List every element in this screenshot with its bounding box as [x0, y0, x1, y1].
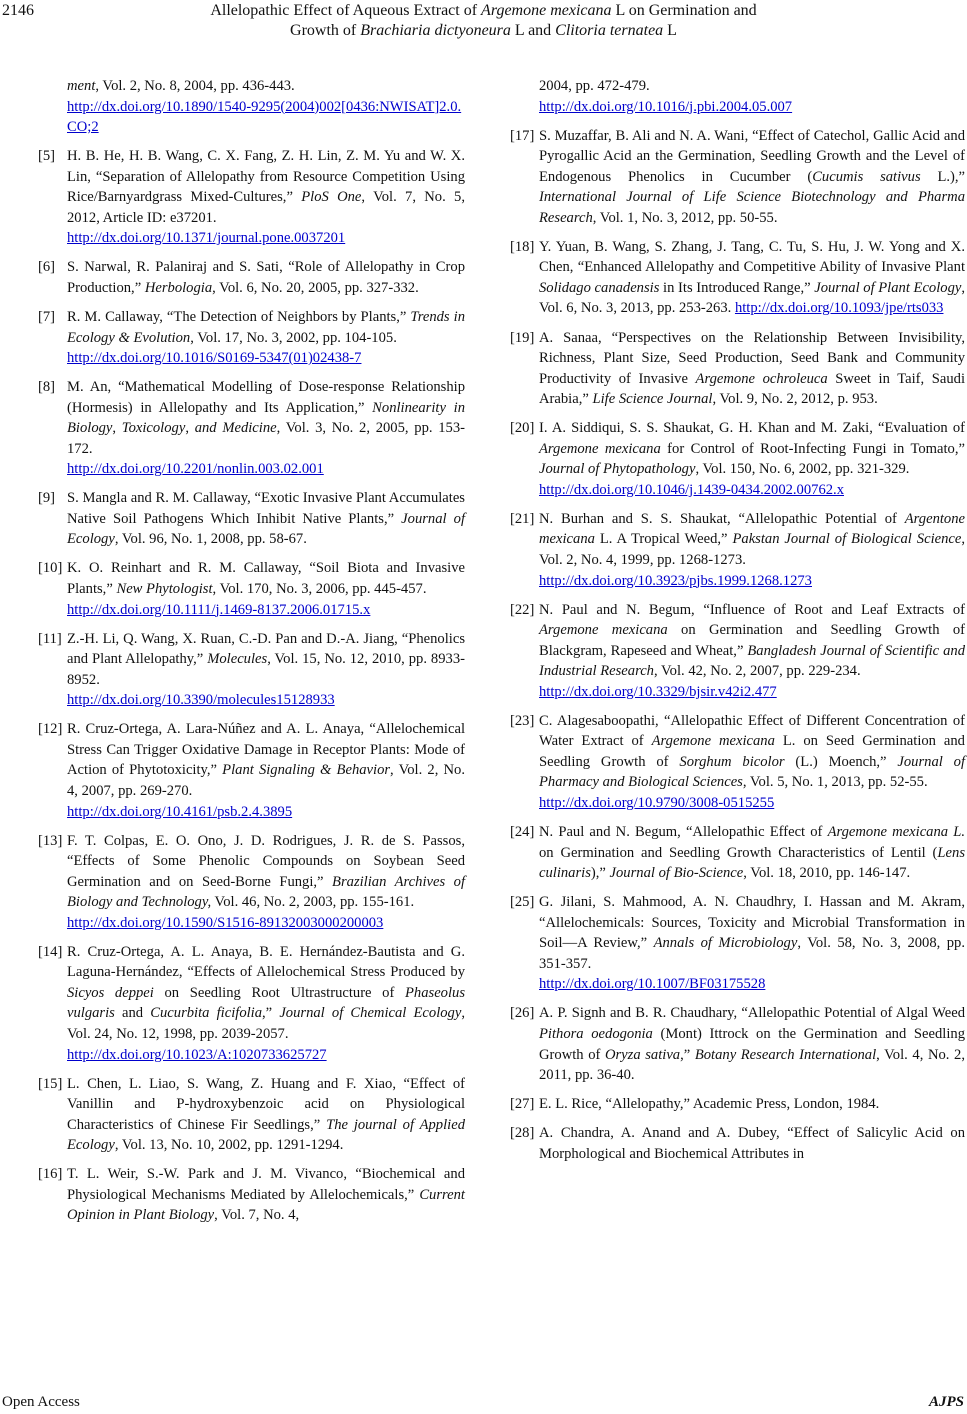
text-run: , Vol. 42, No. 2, 2007, pp. 229-234.: [653, 663, 861, 680]
running-header: [0, 1, 967, 41]
reference-continuation: [510, 76, 965, 117]
text-run: on Germination and Seedling Growth Characteristics of Lentil (: [539, 844, 938, 861]
italic-text: Journal of Bio-Science: [609, 865, 744, 882]
reference-item: [510, 1003, 965, 1085]
text-run: Y. Yuan, B. Wang, S. Zhang, J. Tang, C. Tu, S. Hu, J. W. Yong and X. Chen, “Enhanced Allelopathy and Competitive Ability of Invasive Plant: [539, 238, 965, 276]
footer-journal-abbrev: AJPS: [928, 1394, 964, 1410]
text-run: , Vol. 6, No. 20, 2005, pp. 327-332.: [212, 279, 419, 296]
reference-number: [28]: [510, 1125, 535, 1142]
italic-text: Clitoria ternatea: [555, 22, 664, 39]
italic-text: Cucumis sativus: [812, 168, 921, 185]
reference-item: [38, 377, 465, 480]
doi-link[interactable]: http://dx.doi.org/10.4161/psb.2.4.3895: [67, 803, 293, 820]
text-run: L.),”: [920, 168, 965, 185]
text-run: L and: [510, 22, 556, 39]
italic-text: PloS One: [301, 189, 362, 206]
running-title-line-1: [0, 1, 967, 21]
text-run: 2004, pp. 472-479.: [539, 78, 650, 94]
text-run: N. Paul and N. Begum, “Influence of Root and Leaf Extracts of: [539, 601, 965, 618]
reference-item: [38, 629, 465, 711]
italic-text: Solidago canadensis: [539, 279, 660, 296]
text-run: , Vol. 2, No. 4, 2007, pp. 269-270.: [67, 762, 465, 799]
reference-item: [510, 328, 965, 410]
reference-item: [510, 126, 965, 229]
text-run: T. L. Weir, S.-W. Park and J. M. Vivanco, “Biochemical and Physiological Mechanisms Mediated by Allelochemicals,”: [67, 1166, 465, 1203]
reference-item: [38, 942, 465, 1065]
text-run: in Its Introduced Range,”: [659, 279, 815, 296]
text-run: ,”: [680, 1046, 695, 1063]
running-title-line-2: [0, 21, 967, 41]
text-run: C. Alagesaboopathi, “Allelopathic Effect of Different Concentration of Water Extract of: [539, 712, 965, 750]
italic-text: International Journal of Life Science Biotechnology and Pharma Research: [539, 189, 965, 226]
italic-text: Argemone mexicana L.: [827, 824, 965, 841]
text-run: ,: [185, 420, 195, 437]
reference-number: [24]: [510, 824, 535, 841]
doi-link[interactable]: http://dx.doi.org/10.1046/j.1439-0434.2002.00762.x: [539, 481, 844, 498]
footer-open-access: Open Access: [2, 1394, 80, 1410]
doi-link[interactable]: http://dx.doi.org/10.1890/1540-9295(2004)002[0436:NWISAT]2.0.CO;2: [67, 98, 462, 136]
text-run: L on Germination and: [611, 2, 757, 19]
text-run: , Vol. 150, No. 6, 2002, pp. 321-329.: [695, 461, 910, 478]
text-run: Sweet in Taif, Saudi Arabia,”: [539, 370, 965, 408]
text-run: H. B. He, H. B. Wang, C. X. Fang, Z. H. Lin, Z. M. Yu and W. X. Lin, “Separation of Allelopathy from Resource Competition Using Rice/Barnyardgrass Mixed-Cultures,”: [67, 148, 465, 206]
reference-number: [20]: [510, 420, 535, 437]
italic-text: Lens culinaris: [539, 844, 965, 882]
italic-text: Botany Research International: [694, 1046, 877, 1063]
text-run: , Vol. 58, No. 3, 2008, pp. 351-357.: [539, 935, 965, 972]
italic-text: Toxicology: [121, 420, 186, 437]
reference-item: [510, 822, 965, 884]
italic-text: and Medicine: [194, 420, 277, 437]
text-run: , Vol. 3, No. 2, 2005, pp. 153-172.: [67, 420, 466, 457]
text-run: K. O. Reinhart and R. M. Callaway, “Soil Biota and Invasive Plants,”: [67, 560, 465, 598]
doi-link[interactable]: http://dx.doi.org/10.1016/S0169-5347(01)02438-7: [67, 350, 362, 367]
italic-text: Argemone mexicana: [651, 733, 775, 750]
italic-text: Argemone mexicana: [481, 2, 612, 19]
reference-number: [11]: [38, 630, 62, 647]
reference-item: [38, 558, 465, 620]
reference-number: [27]: [510, 1096, 535, 1113]
italic-text: Argemone ochroleuca: [695, 370, 828, 387]
italic-text: Cucurbita ficifolia: [150, 1005, 263, 1022]
text-run: , Vol. 7, No. 5, 2012, Article ID: e37201.: [67, 189, 465, 226]
italic-text: Nonlinearity in Biology: [67, 399, 465, 437]
reference-item: [510, 509, 965, 591]
italic-text: Argentone mexicana: [539, 510, 965, 548]
reference-item: [38, 307, 465, 369]
italic-text: Oryza sativa: [604, 1046, 681, 1063]
italic-text: Argemone mexicana: [539, 440, 661, 457]
page-number: 2146: [2, 2, 34, 19]
text-run: on Germination and Seedling Growth of Blackgram, Rapeseed and Wheat,”: [539, 622, 965, 659]
text-run: , Vol. 1, No. 3, 2012, pp. 50-55.: [592, 209, 778, 226]
reference-number: [6]: [38, 259, 56, 276]
text-run: Allelopathic Effect of Aqueous Extract of: [210, 2, 482, 19]
text-run: , Vol. 13, No. 10, 2002, pp. 1291-1294.: [114, 1137, 344, 1154]
italic-text: Brazilian Archives of Biology and Technology,: [67, 873, 465, 911]
reference-number: [15]: [38, 1075, 63, 1092]
italic-text: Life Science Journal: [592, 391, 713, 408]
text-run: on Seedling Root Ultrastructure of: [153, 984, 405, 1001]
reference-number: [21]: [510, 510, 535, 527]
reference-number: [13]: [38, 832, 63, 849]
italic-text: Journal of Phytopathology: [539, 461, 696, 478]
reference-number: [26]: [510, 1005, 535, 1022]
text-run: , Vol. 17, No. 3, 2002, pp. 104-105.: [190, 329, 397, 346]
italic-text: Pithora oedogonia: [539, 1025, 653, 1042]
text-run: L. A Tropical Weed,”: [594, 531, 733, 548]
doi-link[interactable]: http://dx.doi.org/10.1023/A:1020733625727: [67, 1046, 327, 1063]
doi-link[interactable]: http://dx.doi.org/10.3329/bjsir.v42i2.477: [539, 683, 777, 700]
doi-link[interactable]: http://dx.doi.org/10.3390/molecules15128933: [67, 692, 335, 709]
italic-text: Molecules: [207, 651, 268, 668]
reference-item: [38, 831, 465, 934]
reference-item: [38, 719, 465, 822]
reference-item: [38, 488, 465, 550]
reference-item: [510, 892, 965, 995]
reference-number: [14]: [38, 943, 63, 960]
doi-link[interactable]: http://dx.doi.org/10.1093/jpe/rts033: [734, 300, 944, 317]
italic-text: Pakstan Journal of Biological Science: [732, 531, 962, 548]
text-run: S. Narwal, R. Palaniraj and S. Sati, “Role of Allelopathy in Crop Production,”: [67, 259, 465, 296]
reference-number: [18]: [510, 238, 535, 255]
reference-number: [9]: [38, 490, 56, 507]
italic-text: Argemone mexicana: [539, 622, 668, 639]
text-run: Z.-H. Li, Q. Wang, X. Ruan, C.-D. Pan and D.-A. Jiang, “Phenolics and Plant Allelopathy,”: [67, 630, 465, 668]
italic-text: Sicyos deppei: [67, 984, 154, 1001]
text-run: S. Mangla and R. M. Callaway, “Exotic Invasive Plant Accumulates Native Soil Pathogens Which Inhibit Native Plants,”: [67, 490, 465, 527]
doi-link[interactable]: http://dx.doi.org/10.1016/j.pbi.2004.05.007: [539, 98, 793, 115]
reference-number: [7]: [38, 308, 56, 325]
text-run: G. Jilani, S. Mahmood, A. N. Chaudhry, I. Hassan and M. Akram, “Allelochemicals: Sources, Toxicity and Microbial Transformation in Soil—A Review,”: [539, 894, 965, 952]
doi-link[interactable]: http://dx.doi.org/10.1007/BF03175528: [539, 976, 766, 993]
reference-number: [22]: [510, 601, 535, 618]
text-run: , Vol. 18, 2010, pp. 146-147.: [743, 865, 911, 882]
text-run: M. An, “Mathematical Modelling of Dose-response Relationship (Hormesis) in Allelopathy and Its Application,”: [67, 379, 465, 416]
doi-link[interactable]: http://dx.doi.org/10.9790/3008-0515255: [539, 795, 775, 811]
italic-text: Herbologia: [144, 279, 213, 296]
text-run: R. M. Callaway, “The Detection of Neighbors by Plants,”: [67, 308, 411, 325]
text-run: R. Cruz-Ortega, A. Lara-Núñez and A. L. Anaya, “Allelochemical Stress Can Trigger Oxidative Damage in Receptor Plants: Mode of Action of Phytotoxicity,”: [67, 721, 465, 779]
italic-text: New Phytologist: [116, 581, 213, 598]
text-run: R. Cruz-Ortega, A. L. Anaya, B. E. Hernández-Bautista and G. Laguna-Hernández, “Effects of Allelochemical Stress Produced by: [67, 943, 465, 981]
doi-link[interactable]: http://dx.doi.org/10.1590/S1516-89132003000200003: [67, 914, 384, 931]
italic-text: Trends in Ecology & Evolution: [67, 308, 465, 346]
text-run: (L.) Moench,”: [784, 753, 898, 770]
text-run: , Vol. 24, No. 12, 1998, pp. 2039-2057.: [67, 1005, 465, 1042]
doi-link[interactable]: http://dx.doi.org/10.2201/nonlin.003.02.001: [67, 461, 324, 478]
text-run: for Control of Root-Infecting Fungi in Tomato,”: [660, 440, 965, 457]
text-run: A. Chandra, A. Anand and A. Dubey, “Effect of Salicylic Acid on Morphological and Biochemical Attributes in: [539, 1125, 965, 1162]
reference-number: [12]: [38, 721, 63, 738]
italic-text: Journal of Plant Ecology: [814, 279, 962, 296]
reference-number: [10]: [38, 560, 63, 577]
reference-number: [25]: [510, 894, 535, 911]
references-right-column: [510, 76, 965, 1173]
reference-item: [38, 146, 465, 249]
reference-item: [38, 1074, 465, 1156]
doi-link[interactable]: http://dx.doi.org/10.1111/j.1469-8137.2006.01715.x: [67, 601, 371, 618]
italic-text: Current Opinion in Plant Biology: [67, 1186, 465, 1224]
references-left-column: [38, 76, 465, 1234]
italic-text: Sorghum bicolor: [679, 753, 785, 770]
italic-text: ment: [67, 78, 96, 94]
reference-item: [510, 237, 965, 319]
text-run: , Vol. 170, No. 3, 2006, pp. 445-457.: [212, 581, 427, 598]
text-run: N. Burhan and S. S. Shaukat, “Allelopathic Potential of: [539, 510, 905, 527]
italic-text: Journal of Ecology: [67, 510, 465, 548]
reference-item: [38, 1164, 465, 1226]
reference-number: [17]: [510, 127, 535, 144]
reference-continuation: [38, 76, 465, 138]
reference-number: [16]: [38, 1166, 63, 1183]
reference-number: [23]: [510, 712, 535, 729]
text-run: (Mont) Ittrock on the Germination and Seedling Growth of: [539, 1025, 965, 1063]
italic-text: The journal of Applied Ecology: [67, 1116, 465, 1154]
italic-text: Plant Signaling & Behavior: [222, 762, 391, 779]
doi-link[interactable]: http://dx.doi.org/10.1371/journal.pone.0037201: [67, 230, 346, 247]
reference-item: [38, 257, 465, 298]
reference-number: [8]: [38, 379, 56, 396]
text-run: F. T. Colpas, E. O. Ono, J. D. Rodrigues, J. R. de S. Passos, “Effects of Some Phenolic Compounds on Soybean Seed Germination and on Seed-Borne Fungi,”: [67, 832, 465, 890]
text-run: , Vol. 9, No. 2, 2012, p. 953.: [712, 391, 878, 408]
text-run: , Vol. 2, No. 4, 1999, pp. 1268-1273.: [539, 531, 966, 568]
text-run: , Vol. 6, No. 3, 2013, pp. 253-263.: [539, 279, 966, 317]
text-run: S. Muzaffar, B. Ali and N. A. Wani, “Effect of Catechol, Gallic Acid and Pyrogallic Acid an the Germination, Seedling Growth and the Level of Endogenous Phenolics in Cucumber (: [539, 127, 965, 185]
text-run: and: [114, 1005, 151, 1022]
text-run: L. Chen, L. Liao, S. Wang, Z. Huang and F. Xiao, “Effect of Vanillin and P-hydroxybenzoic acid on Physiological Characteristics of Chinese Fir Seedlings,”: [67, 1075, 465, 1133]
text-run: A. P. Signh and B. R. Chaudhary, “Allelopathic Potential of Algal Weed: [539, 1005, 965, 1022]
italic-text: Phaseolus vulgaris: [67, 984, 465, 1022]
text-run: ),”: [590, 865, 610, 882]
reference-item: [510, 1094, 965, 1115]
italic-text: Journal of Chemical Ecology: [279, 1005, 462, 1022]
reference-item: [510, 418, 965, 500]
text-run: Growth of: [290, 22, 361, 39]
reference-item: [510, 1123, 965, 1164]
italic-text: Brachiaria dictyoneura: [360, 22, 511, 39]
italic-text: Journal of Pharmacy and Biological Sciences: [539, 753, 965, 791]
text-run: , Vol. 96, No. 1, 2008, pp. 58-67.: [114, 531, 307, 548]
reference-number: [19]: [510, 329, 535, 346]
reference-item: [510, 711, 965, 814]
text-run: A. Sanaa, “Perspectives on the Relationship Between Invisibility, Richness, Plant Size, Seed Production, Seed Bank and Community Productivity of Invasive: [539, 329, 965, 387]
text-run: E. L. Rice, “Allelopathy,” Academic Press, London, 1984.: [539, 1096, 880, 1113]
reference-item: [510, 600, 965, 703]
doi-link[interactable]: http://dx.doi.org/10.3923/pjbs.1999.1268.1273: [539, 572, 812, 589]
text-run: I. A. Siddiqui, S. S. Shaukat, G. H. Khan and M. Zaki, “Evaluation of: [539, 420, 965, 437]
text-run: , Vol. 15, No. 12, 2010, pp. 8933-8952.: [67, 651, 465, 688]
text-run: L. on Seed Germination and Seedling Growth of: [539, 733, 965, 770]
text-run: ,: [112, 420, 122, 437]
text-run: , Vol. 2, No. 8, 2004, pp. 436-443.: [95, 78, 295, 94]
text-run: , Vol. 5, No. 1, 2013, pp. 52-55.: [742, 774, 928, 791]
text-run: N. Paul and N. Begum, “Allelopathic Effect of: [539, 824, 828, 841]
reference-number: [5]: [38, 148, 56, 165]
italic-text: Bangladesh Journal of Scientific and Industrial Research: [539, 642, 965, 680]
text-run: Vol. 46, No. 2, 2003, pp. 155-161.: [211, 894, 415, 911]
text-run: ,”: [262, 1005, 280, 1022]
text-run: L: [663, 22, 677, 39]
text-run: , Vol. 7, No. 4,: [214, 1207, 300, 1224]
text-run: , Vol. 4, No. 2, 2011, pp. 36-40.: [539, 1046, 965, 1084]
italic-text: Annals of Microbiology: [653, 935, 798, 952]
